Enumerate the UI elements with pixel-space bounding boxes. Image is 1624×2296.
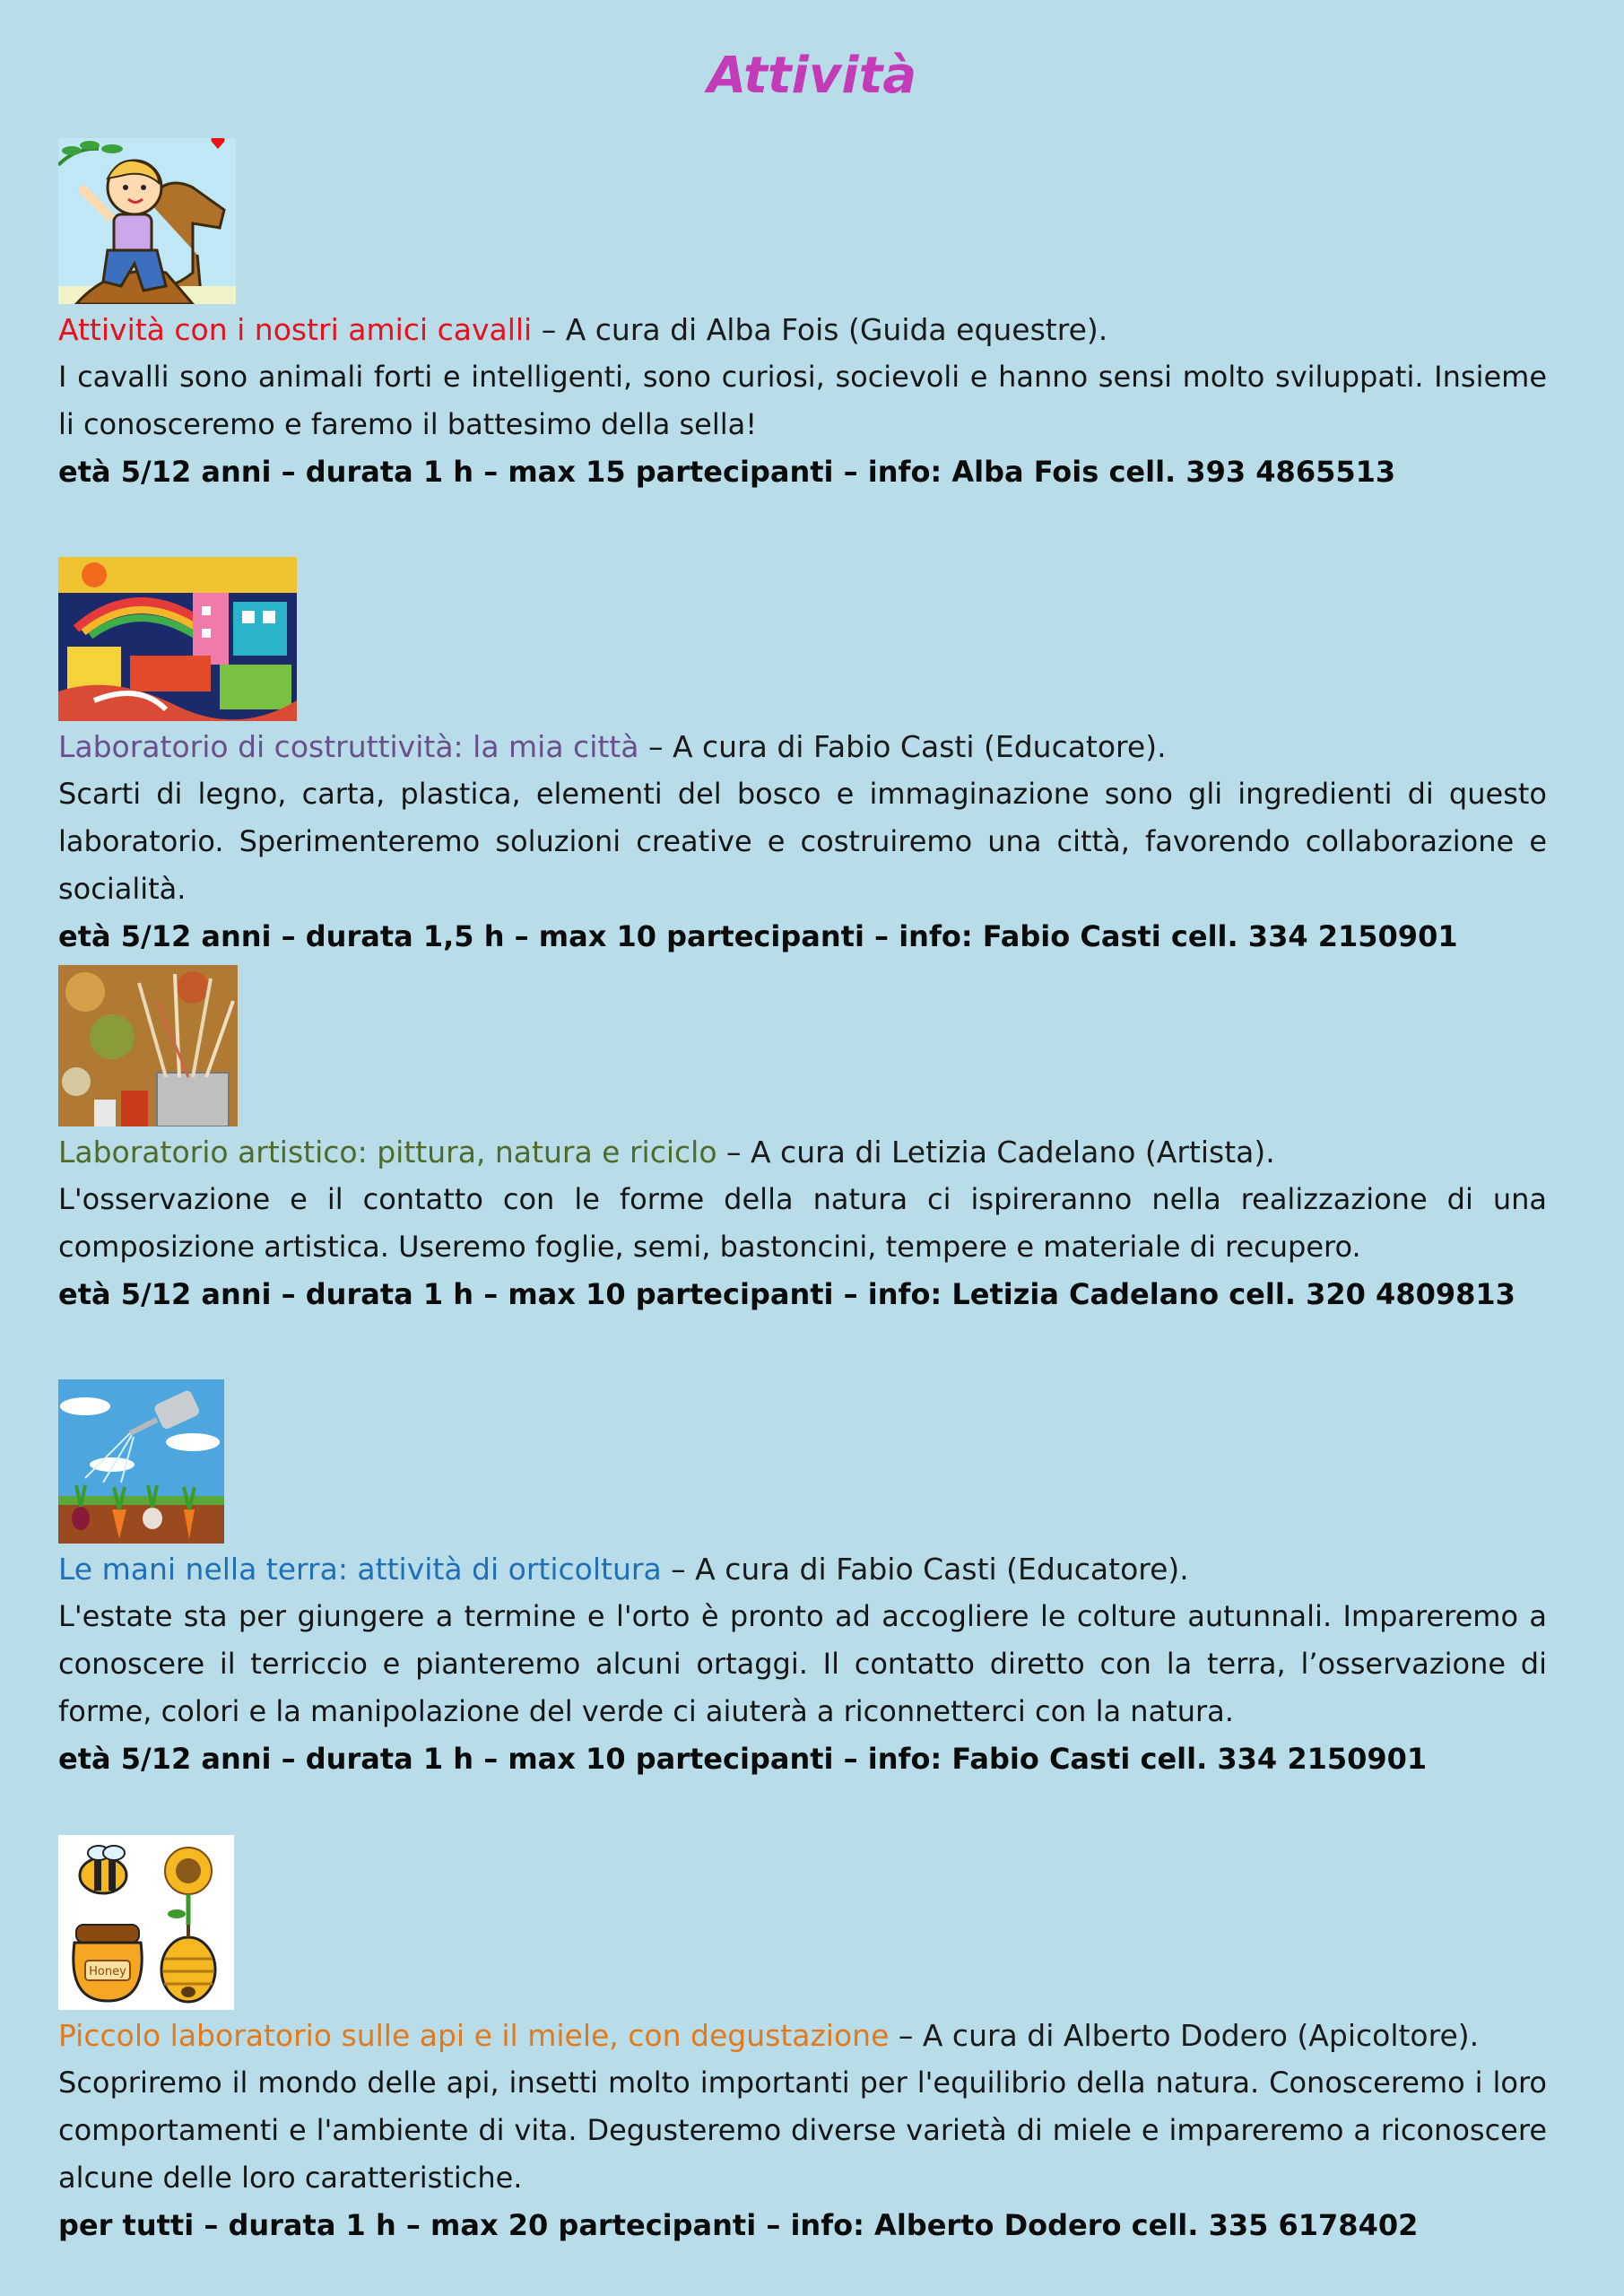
activity-description: Scarti di legno, carta, plastica, elementi del bosco e immaginazione sono gli ingredienti di questo laboratorio. Sperimenteremo soluzioni creative e costruiremo una città, favorendo collaborazione e socialità. [58,777,1547,906]
activity-description: Scopriremo il mondo delle api, insetti molto importanti per l'equilibrio della natura. Conosceremo i loro comportamenti e l'ambiente di vita. Degusteremo diverse varietà di miele e impareremo a riconoscere alcune delle loro caratteristiche. [58,2066,1547,2195]
activity-bees-honey [58,1835,1547,2249]
honey-jar-label: Honey [89,1965,126,1979]
activity-heading [58,723,1547,770]
activity-title: Le mani nella terra: attività di orticoltura [58,1552,662,1587]
activity-horses [58,138,1547,496]
activity-city-lab [58,557,1547,961]
activity-organizer: – A cura di Alberto Dodero (Apicoltore). [889,2018,1480,2053]
activity-heading [58,306,1547,353]
activity-art-lab [58,965,1547,1318]
activity-info: età 5/12 anni – durata 1 h – max 10 partecipanti – info: Letizia Cadelano cell. 320 4809813 [58,1277,1515,1311]
activity-description: L'osservazione e il contatto con le forme della natura ci ispireranno nella realizzazione di una composizione artistica. Useremo foglie, semi, bastoncini, tempere e materiale di recupero. [58,1182,1547,1264]
activity-info: età 5/12 anni – durata 1 h – max 10 partecipanti – info: Fabio Casti cell. 334 2150901 [58,1742,1428,1776]
child-on-horse-image [58,138,236,304]
activity-description: I cavalli sono animali forti e intelligenti, sono curiosi, socievoli e hanno sensi molto sviluppati. Insieme li conosceremo e faremo il battesimo della sella! [58,360,1547,441]
activity-heading [58,1545,1547,1593]
activity-organizer: – A cura di Fabio Casti (Educatore). [661,1552,1189,1587]
colorful-city-painting-image [58,557,297,721]
activity-title: Piccolo laboratorio sulle api e il miele, con degustazione [58,2018,890,2053]
activity-organizer: – A cura di Letizia Cadelano (Artista). [716,1135,1275,1170]
activity-title: Laboratorio artistico: pittura, natura e riciclo [58,1135,717,1170]
activity-title: Attività con i nostri amici cavalli [58,312,533,347]
activity-info: età 5/12 anni – durata 1 h – max 15 partecipanti – info: Alba Fois cell. 393 4865513 [58,455,1396,489]
watering-can-vegetables-image [58,1379,224,1544]
activity-heading [58,2012,1547,2059]
activity-info: età 5/12 anni – durata 1,5 h – max 10 partecipanti – info: Fabio Casti cell. 334 2150901 [58,919,1458,953]
activity-title: Laboratorio di costruttività: la mia città [58,729,639,764]
activity-info: per tutti – durata 1 h – max 20 partecipanti – info: Alberto Dodero cell. 335 6178402 [58,2208,1419,2242]
activity-description: L'estate sta per giungere a termine e l'orto è pronto ad accogliere le colture autunnali. Impareremo a conoscere il terriccio e pianteremo alcuni ortaggi. Il contatto diretto con la terra, l’osservazione di forme, colori e la manipolazione del verde ci aiuterà a riconnetterci con la natura. [58,1599,1547,1728]
activity-organizer: – A cura di Alba Fois (Guida equestre). [532,312,1108,347]
activity-heading [58,1128,1547,1176]
bee-honey-icons-image [58,1835,234,2010]
activity-organizer: – A cura di Fabio Casti (Educatore). [638,729,1167,764]
page-title: Attività [707,47,917,105]
activity-gardening [58,1379,1547,1783]
paint-brushes-image [58,965,238,1126]
